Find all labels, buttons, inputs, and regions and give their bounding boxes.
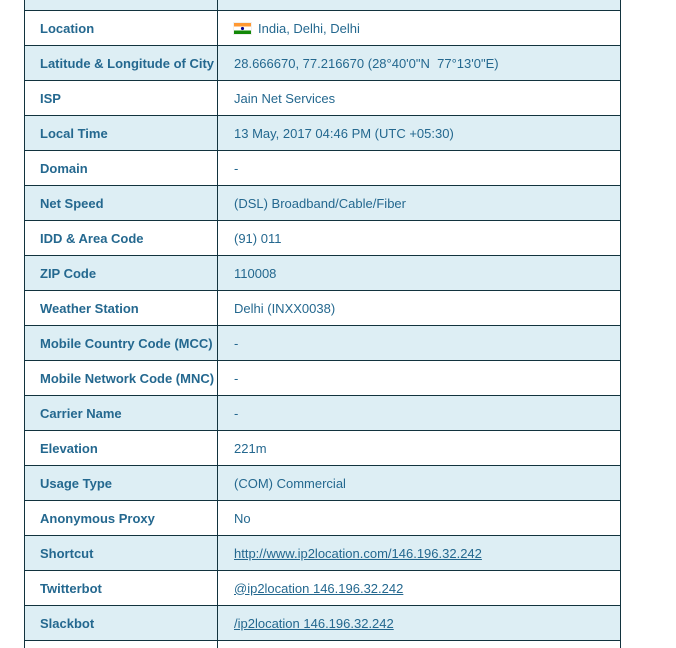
row-value-text: - [234, 370, 239, 386]
table-row [25, 571, 620, 606]
row-value [218, 291, 620, 325]
ip-info-table-body [25, 11, 620, 641]
row-value [218, 11, 620, 45]
row-value [218, 186, 620, 220]
row-value [218, 221, 620, 255]
row-value-text: - [234, 160, 239, 176]
row-value-text: Delhi (INXX0038) [234, 300, 336, 316]
row-label: Domain [25, 151, 218, 185]
row-value [218, 501, 620, 535]
row-value [218, 641, 620, 648]
table-row [25, 536, 620, 571]
row-label: ZIP Code [25, 256, 218, 290]
table-row [25, 116, 620, 151]
row-label: IDD & Area Code [25, 221, 218, 255]
row-value-text: India, Delhi, Delhi [258, 20, 360, 36]
row-value [218, 0, 620, 10]
row-value [218, 151, 620, 185]
row-label: ISP [25, 81, 218, 115]
row-label: Net Speed [25, 186, 218, 220]
table-row [25, 466, 620, 501]
row-label: Mobile Network Code (MNC) [25, 361, 218, 395]
slackbot-link[interactable]: /ip2location 146.196.32.242 [234, 615, 394, 631]
row-label: Elevation [25, 431, 218, 465]
table-row [25, 291, 620, 326]
twitterbot-link[interactable]: @ip2location 146.196.32.242 [234, 580, 404, 596]
row-label: Usage Type [25, 466, 218, 500]
row-label: Shortcut [25, 536, 218, 570]
row-value-text: 110008 [234, 265, 277, 281]
row-value-text: 13 May, 2017 04:46 PM (UTC +05:30) [234, 125, 454, 141]
row-label: Location [25, 11, 218, 45]
row-value [218, 466, 620, 500]
row-label: Twitterbot [25, 571, 218, 605]
table-row [25, 326, 620, 361]
row-value-text: 221m [234, 440, 267, 456]
row-value-text: - [234, 335, 239, 351]
row-label: Latitude & Longitude of City [25, 46, 218, 80]
row-value-text: 28.666670, 77.216670 (28°40'0"N 77°13'0"E) [234, 55, 499, 71]
row-label: Weather Station [25, 291, 218, 325]
row-label: Local Time [25, 116, 218, 150]
row-value [218, 396, 620, 430]
row-label [25, 0, 218, 10]
row-label: Mobile Country Code (MCC) [25, 326, 218, 360]
ip-info-table [24, 0, 621, 648]
row-label [25, 641, 218, 648]
table-row-cutoff-top [25, 0, 620, 11]
shortcut-link[interactable]: http://www.ip2location.com/146.196.32.242 [234, 545, 482, 561]
row-value [218, 606, 620, 640]
row-value-text: (COM) Commercial [234, 475, 346, 491]
table-row [25, 221, 620, 256]
row-value-text: (91) 011 [234, 230, 282, 246]
row-label: Anonymous Proxy [25, 501, 218, 535]
table-row-cutoff-bottom [25, 641, 620, 648]
row-value [218, 326, 620, 360]
row-value-text: (DSL) Broadband/Cable/Fiber [234, 195, 406, 211]
india-flag-icon [234, 23, 251, 34]
table-row [25, 11, 620, 46]
table-row [25, 81, 620, 116]
row-value [218, 116, 620, 150]
table-row [25, 151, 620, 186]
row-label: Carrier Name [25, 396, 218, 430]
table-row [25, 186, 620, 221]
table-row [25, 396, 620, 431]
row-value [218, 571, 620, 605]
row-value [218, 46, 620, 80]
row-value-text: Jain Net Services [234, 90, 336, 106]
row-value-text: No [234, 510, 251, 526]
row-value [218, 431, 620, 465]
table-row [25, 606, 620, 641]
table-row [25, 501, 620, 536]
row-value [218, 536, 620, 570]
row-value [218, 81, 620, 115]
table-row [25, 46, 620, 81]
row-value [218, 256, 620, 290]
row-label: Slackbot [25, 606, 218, 640]
table-row [25, 361, 620, 396]
table-row [25, 431, 620, 466]
row-value [218, 361, 620, 395]
table-row [25, 256, 620, 291]
row-value-text: - [234, 405, 239, 421]
